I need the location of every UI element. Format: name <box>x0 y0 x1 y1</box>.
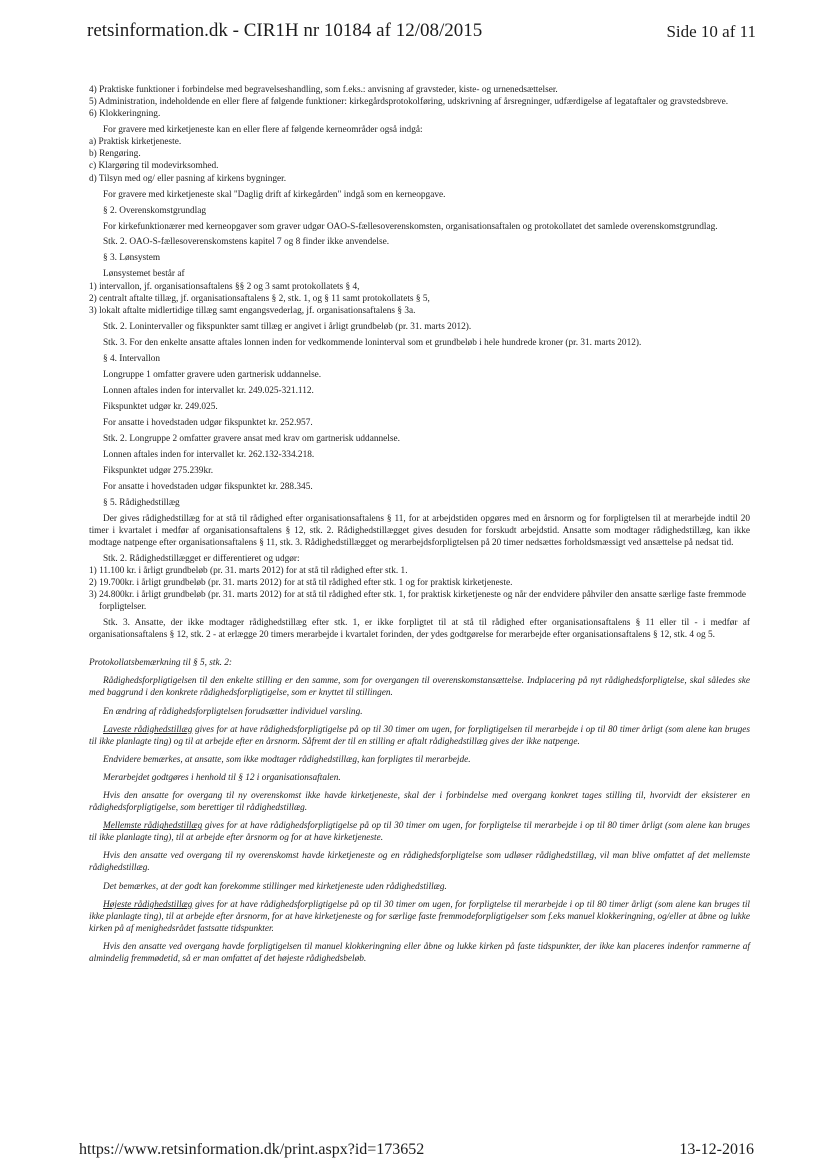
paragraph: Stk. 2. OAO-S-fællesoverenskomstens kapitel 7 og 8 finder ikke anvendelse. <box>103 237 390 248</box>
paragraph: For ansatte i hovedstaden udgør fikspunktet kr. 252.957. <box>103 417 313 428</box>
term-hojeste: Højeste rådighedstillæg <box>103 899 193 910</box>
list-item: 2) 19.700kr. i årligt grundbeløb (pr. 31. marts 2012) for at stå til rådighed efter stk. 1 og for praktisk kirketjeneste. <box>89 577 513 588</box>
list-item: 3) lokalt aftalte midlertidige tillæg samt engangsvederlag, jf. organisationsaftalens § 3a. <box>89 305 416 316</box>
list-item: 6) Klokkeringning. <box>89 109 161 120</box>
paragraph: Fikspunktet udgør 275.239kr. <box>103 465 214 476</box>
page-footer <box>79 1141 754 1165</box>
protocol-paragraph: Rådighedsforpligtigelsen til den enkelte stilling er den samme, som for overgangen til overenskomstansættelse. Indplacering på nyt rådighedsforpligtelse, skal således ske med baggrund i den konkrete rådighedsforpligtigelse, som er knyttet til stillingen. <box>89 676 750 699</box>
protocol-text: gives for at have rådighedsforpligtigelse på op til 30 timer om ugen, for forpligtigelsen til merarbejde i op til 80 timer årligt (som alene kan bruges til ikke planlagte ting) og til at arbejde efter en årsnorm. Såfremt der til en stilling er aftalt rådighedstillæg gives der ikke natpenge. <box>89 724 750 747</box>
protocol-text: gives for at have rådighedsforpligtigelse på op til 30 timer om ugen, for forpligtelse til merarbejde i op til 80 timer årligt (som alene kan bruges til ikke planlagte ting), til at arbejde efter årsnorm og for at have kirketjeneste. <box>89 821 750 844</box>
protocol-paragraph <box>89 724 750 748</box>
paragraph: Fikspunktet udgør kr. 249.025. <box>103 401 218 412</box>
term-laveste: Laveste rådighedstillæg <box>103 724 193 735</box>
protocol-paragraph: Hvis den ansatte for overgang til ny overenskomst ikke havde kirketjeneste, skal der i forbindelse med overgang konkret tages stilling til, hvorvidt der eksisterer en rådighedsforpligtigelse, som berettiger til rådighedstillæg. <box>89 791 750 814</box>
document-title: retsinformation.dk - CIR1H nr 10184 af 12/08/2015 <box>87 20 483 41</box>
paragraph: Stk. 3. For den enkelte ansatte aftales lonnen inden for vedkommende loninterval som et grundbeløb i hele hundrede kroner (pr. 31. marts 2012). <box>103 337 642 348</box>
list-item: 1) 11.100 kr. i årligt grundbeløb (pr. 31. marts 2012) for at stå til rådighed efter stk. 1. <box>89 565 408 576</box>
paragraph: For gravere med kirketjeneste skal "Daglig drift af kirkegården" indgå som en kerneopgave. <box>103 189 446 200</box>
list-item: 3) 24.800kr. i årligt grundbeløb (pr. 31. marts 2012) for at stå til rådighed efter stk. 1, for praktisk kirketjeneste og når der endvidere påhviler den ansatte særlige faste fremmode forpligtelser. <box>89 589 747 613</box>
paragraph: Lonnen aftales inden for intervallet kr. 262.132-334.218. <box>103 449 315 460</box>
paragraph: Stk. 2. Rådighedstillægget er differentieret og udgør: <box>103 553 300 564</box>
paragraph: Lønsystemet består af <box>103 269 185 280</box>
list-item: a) Praktisk kirketjeneste. <box>89 137 182 148</box>
list-item: 4) Praktiske funktioner i forbindelse med begravelseshandling, som f.eks.: anvisning af gravsteder, kiste- og urnenedsættelser. <box>89 85 558 95</box>
list-item: 2) centralt aftalte tillæg, jf. organisationsaftalens § 2, stk. 1, og § 11 samt protokollatets § 5, <box>89 293 430 304</box>
protocol-paragraph <box>89 820 750 844</box>
paragraph: Stk. 2. Longruppe 2 omfatter gravere ansat med krav om gartnerisk uddannelse. <box>103 433 400 444</box>
paragraph: For ansatte i hovedstaden udgør fikspunktet kr. 288.345. <box>103 481 313 492</box>
paragraph: Der gives rådighedstillæg for at stå til rådighed efter organisationsaftalens § 11, for at arbejdstiden opgøres med en årsnorm og for forpligtelsen til at merarbejde indtil 20 timer i kvartalet i medfør af organisationsaftalens § 12, stk. 2. Rådighedstillægget gives desuden for forskudt arbejdstid. Ansatte som modtager rådighedstillæg, kan ikke modtage natpenge efter organisationsaftalens § 11, stk. 3. Rådighedstillægget og merarbejdsforpligtelsen på 20 timer nedsættes forholdsmæssigt ved ansættelse på nedsat tid. <box>89 513 750 548</box>
document-body <box>89 84 750 965</box>
list-item: d) Tilsyn med og/ eller pasning af kirkens bygninger. <box>89 173 287 184</box>
protocol-paragraph: Hvis den ansatte ved overgang til ny overenskomst havde kirketjeneste og en rådighedsforpligtelse som udløser rådighedstillæg, vil man blive omfattet af det mellemste rådighedstillæg. <box>89 851 750 874</box>
protocol-paragraph: Hvis den ansatte ved overgang havde forpligtigelsen til manuel klokkeringning eller åbne og lukke kirken på faste tidspunkter, der ikke kan placeres indenfor rammerne af almindelig fremmødetid, så er man omfattet af det højeste rådighedsbeløb. <box>89 941 750 965</box>
paragraph: Stk. 2. Lonintervaller og fikspunkter samt tillæg er angivet i årligt grundbeløb (pr. 31. marts 2012). <box>103 321 472 332</box>
page-header <box>87 20 756 50</box>
section-heading: § 4. Intervallon <box>103 353 161 364</box>
protocol-text: gives for at have rådighedsforpligtigelse på op til 30 timer om ugen, for forpligtelse til merarbejde i op til 80 timer årligt (som alene kan bruges til ikke planlagte ting), til at arbejde efter årsnorm, for at have kirketjeneste og for særlige faste fremmodeforpligtigelser som f.eks manuel klokkeringning, og/eller at åbne og lukke kirken på af menighedsrådet fastsatte tidspunkter. <box>89 899 751 934</box>
list-item: 1) intervallon, jf. organisationsaftalens §§ 2 og 3 samt protokollatets § 4, <box>89 281 360 292</box>
paragraph: For gravere med kirketjeneste kan en eller flere af følgende kerneområder også indgå: <box>103 125 423 136</box>
page-number: Side 10 af 11 <box>666 22 756 41</box>
list-item: c) Klargøring til modevirksomhed. <box>89 161 219 172</box>
paragraph: Longruppe 1 omfatter gravere uden gartnerisk uddannelse. <box>103 369 322 380</box>
section-heading: § 2. Overenskomstgrundlag <box>103 205 207 216</box>
section-heading: § 5. Rådighedstillæg <box>103 497 180 508</box>
list-item: b) Rengøring. <box>89 149 141 160</box>
term-mellemste: Mellemste rådighedstillæg <box>103 821 203 832</box>
protocol-heading: Protokollatsbemærkning til § 5, stk. 2: <box>89 658 232 669</box>
paragraph: Lonnen aftales inden for intervallet kr. 249.025-321.112. <box>103 385 314 396</box>
protocol-paragraph <box>89 899 750 935</box>
footer-url: https://www.retsinformation.dk/print.aspx?id=173652 <box>79 1141 425 1158</box>
protocol-paragraph: En ændring af rådighedsforpligtelsen forudsætter individuel varsling. <box>103 706 363 717</box>
list-item: 5) Administration, indeholdende en eller flere af følgende funktioner: kirkegårdsprotokolføring, udskrivning af årsregninger, udfærdigelse af legataftaler og gravstedsbreve. <box>89 97 729 108</box>
protocol-paragraph: Det bemærkes, at der godt kan forekomme stillinger med kirketjeneste uden rådighedstillæg. <box>103 881 447 892</box>
paragraph: Stk. 3. Ansatte, der ikke modtager rådighedstillæg efter stk. 1, er ikke forpligtet til at stå til rådighed efter organisationsaftalens § 11 eller til - i medfør af organisationsaftalens § 12, stk. 2 - at erlægge 20 timers merarbejde i kvartalet forinden, der ydes godtgørelse for merarbejde efter organisationsaftalens § 12, stk. 4 og 5. <box>89 618 750 641</box>
footer-date: 13-12-2016 <box>679 1141 754 1158</box>
protocol-paragraph: Endvidere bemærkes, at ansatte, som ikke modtager rådighedstillæg, kan forpligtes til merarbejde. <box>103 754 471 765</box>
section-heading: § 3. Lønsystem <box>103 253 161 264</box>
paragraph: For kirkefunktionærer med kerneopgaver som graver udgør OAO-S-fællesoverenskomsten, organisationsaftalen og protokollatet det samlede overenskomstgrundlag. <box>103 221 718 232</box>
protocol-paragraph: Merarbejdet godtgøres i henhold til § 12 i organisationsaftalen. <box>103 772 341 783</box>
